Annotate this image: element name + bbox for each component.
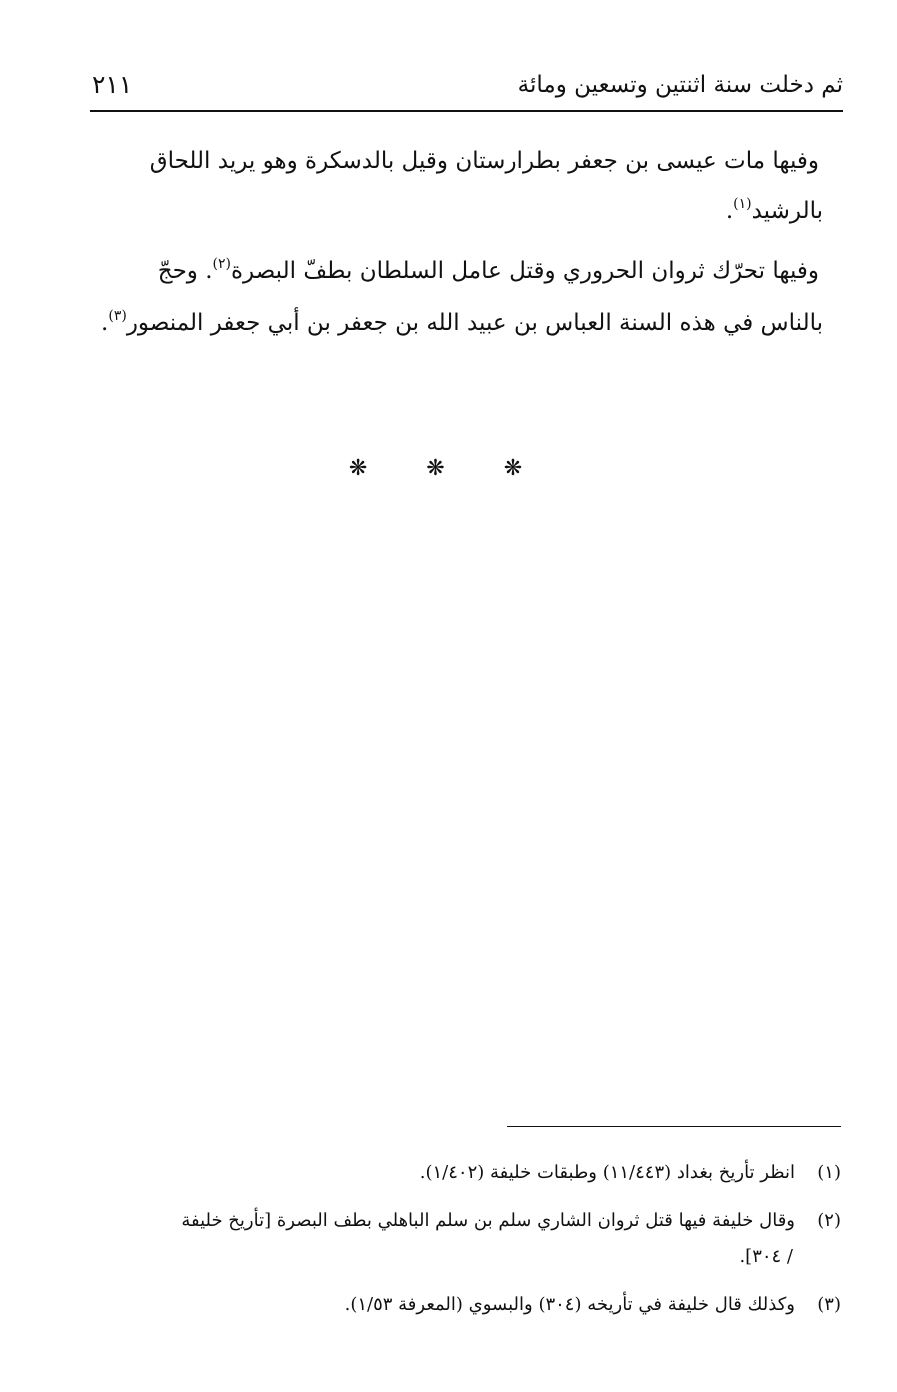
- paragraph-1-text-cont: بالرشيد: [751, 198, 823, 224]
- footnote-text-cont: / ٣٠٤].: [739, 1246, 793, 1267]
- footnote-2-continuation: [90, 1240, 793, 1274]
- paragraph-1-line-2: [140, 186, 823, 236]
- chapter-title: ثم دخلت سنة اثنتين وتسعين ومائة: [517, 72, 843, 98]
- footnote-2: [90, 1204, 841, 1238]
- paragraph-2-text-cont: بالناس في هذه السنة العباس بن عبيد الله بن جعفر بن أبي جعفر المنصور: [126, 310, 823, 336]
- footnote-ref-3[interactable]: (٣): [108, 308, 127, 324]
- paragraph-2-end: .: [101, 310, 109, 336]
- paragraph-1-end: .: [725, 198, 734, 224]
- footnote-ref-1[interactable]: (١): [733, 196, 752, 212]
- paragraph-2-text: وفيها تحرّك ثروان الحروري وقتل عامل السلطان بطفّ البصرة: [231, 258, 819, 284]
- paragraph-2-text-end: . وحجّ: [157, 258, 213, 284]
- footnote-3: [90, 1288, 841, 1322]
- footnote-text: وكذلك قال خليفة في تأريخه (٣٠٤) والبسوي (المعرفة ١/٥٣).: [344, 1294, 795, 1315]
- paragraph-2-line-1: [84, 246, 819, 296]
- section-divider-stars: ❋ ❋ ❋: [348, 456, 549, 481]
- footnote-number: (١): [817, 1162, 841, 1183]
- footnote-separator: [507, 1126, 841, 1127]
- footnote-text: وقال خليفة فيها قتل ثروان الشاري سلم بن سلم الباهلي بطف البصرة [تأريخ خليفة: [181, 1210, 795, 1231]
- paragraph-2-line-2: [84, 298, 823, 348]
- footnote-number: (٣): [817, 1294, 841, 1315]
- footnote-ref-2[interactable]: (٢): [212, 256, 231, 272]
- running-header: [90, 66, 843, 112]
- footnote-text: انظر تأريخ بغداد (١١/٤٤٣) وطبقات خليفة (١/٤٠٢).: [419, 1162, 795, 1183]
- footnote-number: (٢): [817, 1210, 841, 1231]
- paragraph-1-text: وفيها مات عيسى بن جعفر بطرارستان وقيل بالدسكرة وهو يريد اللحاق: [149, 148, 819, 174]
- page-number: ٢١١: [92, 70, 133, 99]
- footnote-1: [90, 1156, 841, 1190]
- paragraph-1-line-1: [140, 136, 819, 186]
